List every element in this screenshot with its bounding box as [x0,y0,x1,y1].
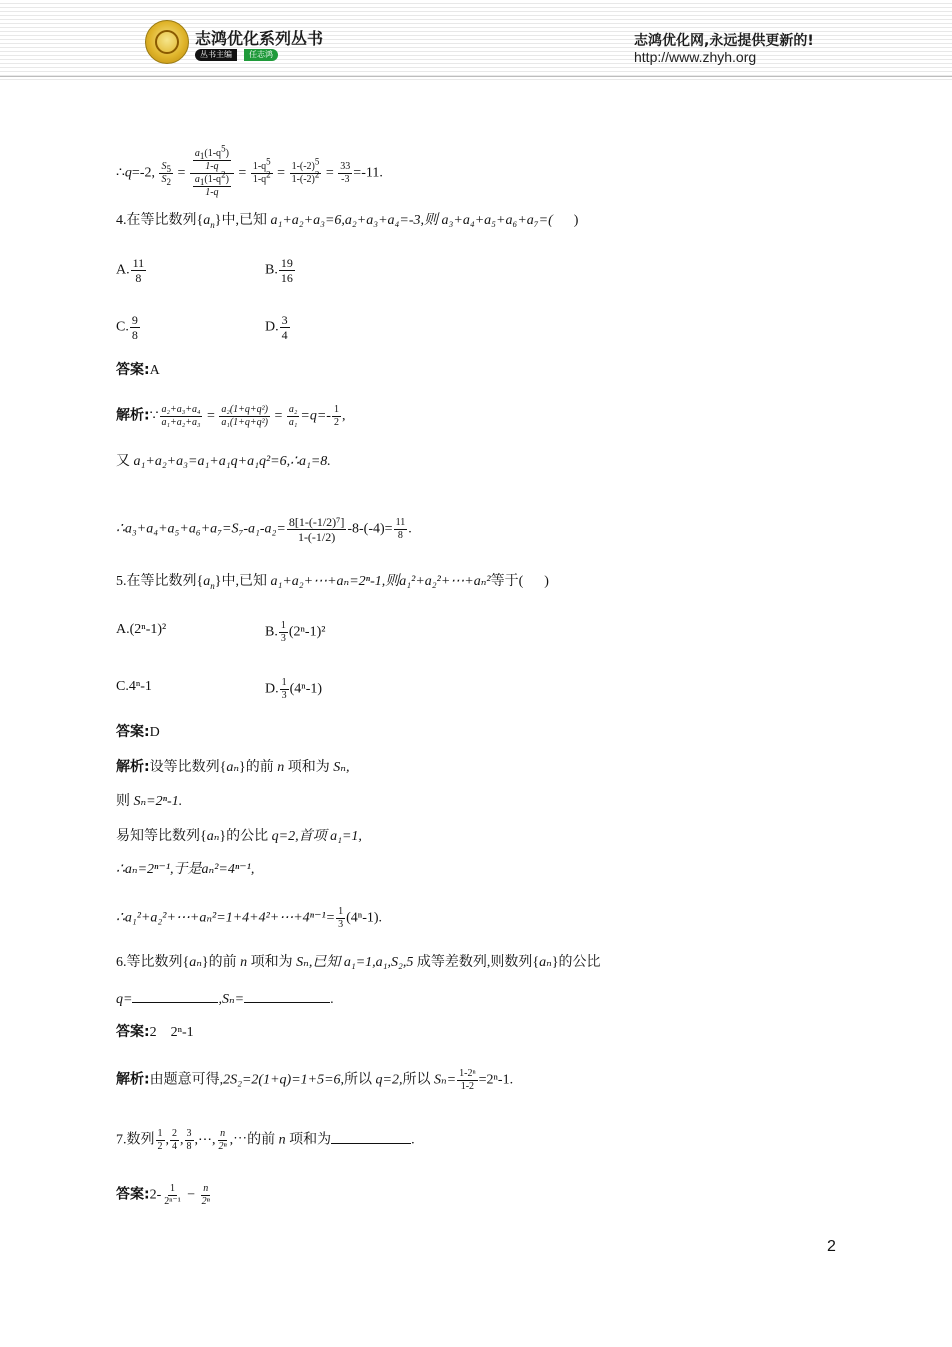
question-5: 5.在等比数列$\{a_n\}$中,已知 a₁+a₂+⋯+aₙ=2ⁿ-1,则a₁²+a₂²+⋯+aₙ²等于( ) [116,574,549,591]
q4-option-a[interactable]: A. $\frac{11}{8}$ [116,256,145,285]
q5-option-c[interactable]: C.4ⁿ-1 [116,679,152,694]
q5-option-a[interactable]: A.(2ⁿ-1)² [116,622,167,637]
frac-s5-s2: $\frac{S_5}{S_2}$ [161,161,171,187]
q7-answer: 答案:2- $\frac{1}{\text{2ⁿ⁻¹}}$ − $\frac{n}{\text{2ⁿ}}$ [116,1183,210,1207]
q5-option-d[interactable]: D. $\frac{1}{3}$ (4ⁿ-1) [265,677,323,701]
question-4: 4.在等比数列$\{a_n\}$中,已知 a₁+a₂+a₃=6,a₂+a₃+a₄=-3,则 a₃+a₄+a₅+a₆+a₇=( ) [116,213,579,230]
question-6: 6.等比数列{aₙ}的前 n 项和为 Sₙ,已知 a₁=1,a₁,S₂,5 成等差数列,则数列{aₙ}的公比 [116,955,601,970]
formula-top: ∴q=-2, $\frac{S_5}{S_2}$ = $\frac{\frac{a_1(1-q^5)}{1-q}}{\frac{a_1(1-q^2)}{1-q}}$ = $\frac{1-q^5}{1-q^2}$ = $\frac{1-(-2)^5}{1-(-2)^2}$ = $\frac{33}{-3}$ =-11. [116,143,383,198]
frac-big-ratio: $\frac{\frac{a_1(1-q^5)}{1-q}}{\frac{a_1(1-q^2)}{1-q}}$ [190,148,234,199]
page-number: 2 [827,1238,836,1255]
q6-blank-sn[interactable] [244,988,330,1003]
q5-analysis-line3: 易知等比数列{aₙ}的公比 q=2,首项 a₁=1, [116,829,362,844]
q5-analysis-line5: ∴a₁²+a₂²+⋯+aₙ²=1+4+4²+⋯+4ⁿ⁻¹= $\frac{1}{3}$ (4ⁿ-1). [116,906,383,930]
site-url[interactable]: http://www.zhyh.org [634,49,757,65]
q4-analysis-line1: 解析:∵ $\frac{\text{a₂+a₃+a₄}}{\text{a₁+a₂+a₃}}$ = $\frac{\text{a₂(1+q+q²)}}{\text{a₁(1+q+q²)}}$ = $\frac{\text{a₂}}{\text{a₁}}$ =q=- $\frac{1}{2}$ , [116,404,346,428]
header-rule [0,76,952,77]
frac-r2: $\frac{1-q^5}{1-q^2}$ [252,156,271,185]
q5-analysis-line4: ∴aₙ=2ⁿ⁻¹,于是aₙ²=4ⁿ⁻¹, [116,862,255,877]
q4-option-d[interactable]: D. $\frac{3}{4}$ [265,313,288,342]
question-7: 7.数列 $\frac{1}{2}$ , $\frac{2}{4}$ , $\frac{3}{8}$ ,⋯, $\frac{n}{\text{2ⁿ}}$ ,⋯的前 n 项和为 . [116,1128,415,1152]
q5-analysis-line2: 则 Sₙ=2ⁿ-1. [116,794,183,809]
q4-analysis-line2: 又 a₁+a₂+a₃=a₁+a₁q+a₁q²=6,∴a₁=8. [116,454,331,469]
frac-r4: $\frac{33}{-3}$ [340,161,351,185]
q6-analysis: 解析:由题意可得,2S₂=2(1+q)=1+5=6,所以 q=2,所以 Sₙ= $\frac{\text{1-2ⁿ}}{1-2}$ =2ⁿ-1. [116,1068,514,1092]
q7-blank[interactable] [331,1129,411,1144]
q5-answer: 答案:D [116,724,160,740]
q5-analysis-line1: 解析:设等比数列{aₙ}的前 n 项和为 Sₙ, [116,759,350,775]
q4-answer: 答案:A [116,362,160,378]
logo-ring [155,30,179,54]
q4-option-b[interactable]: B. $\frac{19}{16}$ [265,256,293,285]
frac-r3: $\frac{1-(-2)^5}{1-(-2)^2}$ [291,156,320,185]
q4-analysis-line3: ∴a₃+a₄+a₅+a₆+a₇=S₇-a₁-a₂= $\frac{\text{8[1-(-1/2)⁷]}}{1-(-1/2)}$ -8-(-4)= $\frac{11}{8}$ . [116,515,412,544]
q5-option-b[interactable]: B. $\frac{1}{3}$ (2ⁿ-1)² [265,620,326,644]
q6-blank-q[interactable] [132,988,218,1003]
publisher-logo-icon [145,20,189,64]
site-slogan: 志鸿优化网,永远提供更新的! [634,33,814,49]
q6-answer: 答案:2 2ⁿ-1 [116,1024,194,1040]
series-title: 志鸿优化系列丛书 [195,29,324,48]
tag-editor: 丛书主编 [195,49,237,61]
tag-editor-name: 任志鸿 [244,49,278,61]
q4-option-c[interactable]: C. $\frac{9}{8}$ [116,313,138,342]
question-6-line2: q= ,Sₙ= . [116,988,334,1010]
